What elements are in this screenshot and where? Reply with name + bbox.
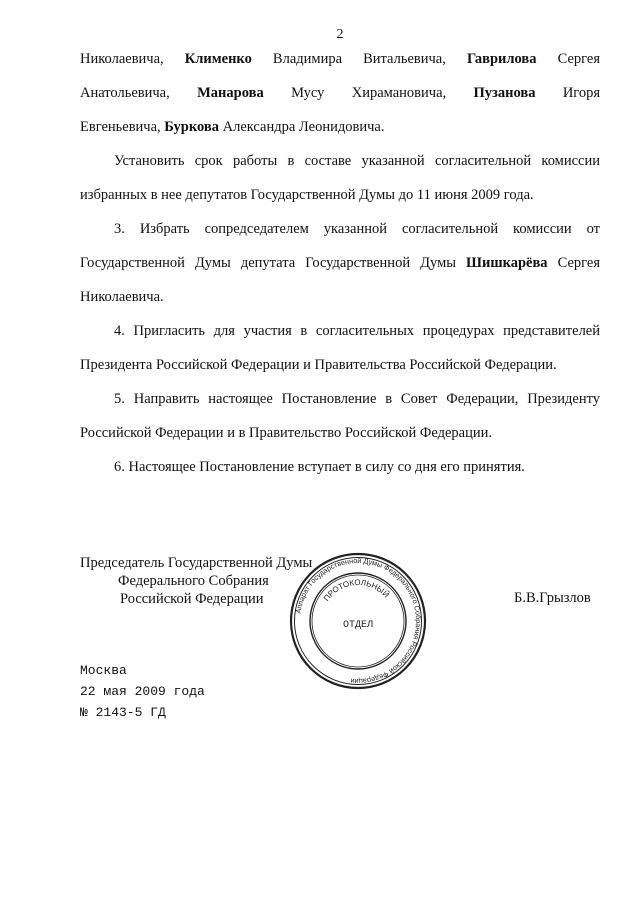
text-line bbox=[80, 76, 600, 110]
text-fragment: Александра Леонидовича. bbox=[222, 119, 385, 135]
text-line: Российской Федерации и в Правительство Российской Федерации. bbox=[80, 425, 493, 441]
deputy-name: Шишкарёва bbox=[466, 255, 548, 271]
signatory-title-line: Российской Федерации bbox=[120, 591, 264, 607]
text-fragment: Анатольевича, bbox=[80, 85, 170, 101]
text-line: Президента Российской Федерации и Правительства Российской Федерации. bbox=[80, 357, 557, 373]
text-line: 3. Избрать сопредседателем указанной согласительной комиссии от bbox=[114, 221, 600, 237]
text-fragment: Евгеньевича, bbox=[80, 119, 161, 135]
footer-date: 22 мая 2009 года bbox=[80, 684, 205, 699]
stamp-inner-text: ПРОТОКОЛЬНЫЙ bbox=[321, 577, 391, 603]
text-line: избранных в нее депутатов Государственной Думы до 11 июня 2009 года. bbox=[80, 187, 534, 203]
document-footer bbox=[80, 660, 205, 723]
text-line: 6. Настоящее Постановление вступает в силу со дня его принятия. bbox=[114, 459, 525, 475]
stamp-outer-text: Аппарат Государственной Думы Федерального Собрания Российской Федерации bbox=[293, 555, 424, 687]
footer-number: № 2143-5 ГД bbox=[80, 705, 166, 720]
deputy-name: Гаврилова bbox=[466, 51, 537, 67]
signatory-title-line: Председатель Государственной Думы bbox=[80, 555, 313, 571]
official-seal-stamp bbox=[288, 551, 428, 691]
text-line bbox=[80, 42, 600, 76]
text-fragment: Владимира bbox=[272, 51, 343, 67]
deputy-name: Манарова bbox=[197, 85, 264, 101]
deputy-name: Пузанова bbox=[473, 85, 536, 101]
signatory-title-line: Федерального Собрания bbox=[118, 573, 269, 589]
signatory-name: Б.В.Грызлов bbox=[514, 590, 591, 606]
text-line bbox=[80, 110, 600, 144]
text-line: 4. Пригласить для участия в согласительных процедурах представителей bbox=[114, 323, 600, 339]
deputy-name: Клименко bbox=[184, 51, 252, 67]
text-line: Установить срок работы в составе указанной согласительной комиссии bbox=[114, 153, 600, 169]
text-fragment: Мусу bbox=[291, 85, 325, 101]
page-number: 2 bbox=[336, 27, 344, 42]
text-fragment: Николаевича, bbox=[80, 51, 164, 67]
text-fragment: Игоря bbox=[562, 85, 601, 101]
text-fragment: Сергея bbox=[557, 51, 600, 67]
signatory-title bbox=[80, 554, 312, 608]
text-fragment: Хирамановича, bbox=[351, 85, 447, 101]
footer-city: Москва bbox=[80, 663, 127, 678]
text-fragment: Витальевича, bbox=[363, 51, 446, 67]
text-line: Николаевича. bbox=[80, 289, 164, 305]
text-line: 5. Направить настоящее Постановление в Совет Федерации, Президенту bbox=[114, 391, 600, 407]
text-fragment: Государственной Думы депутата Государственной Думы bbox=[80, 255, 456, 271]
document-body bbox=[80, 42, 600, 484]
deputy-name: Буркова bbox=[164, 119, 219, 135]
text-fragment: Сергея bbox=[557, 255, 600, 271]
text-line bbox=[80, 246, 600, 280]
stamp-center-text: ОТДЕЛ bbox=[342, 620, 374, 631]
